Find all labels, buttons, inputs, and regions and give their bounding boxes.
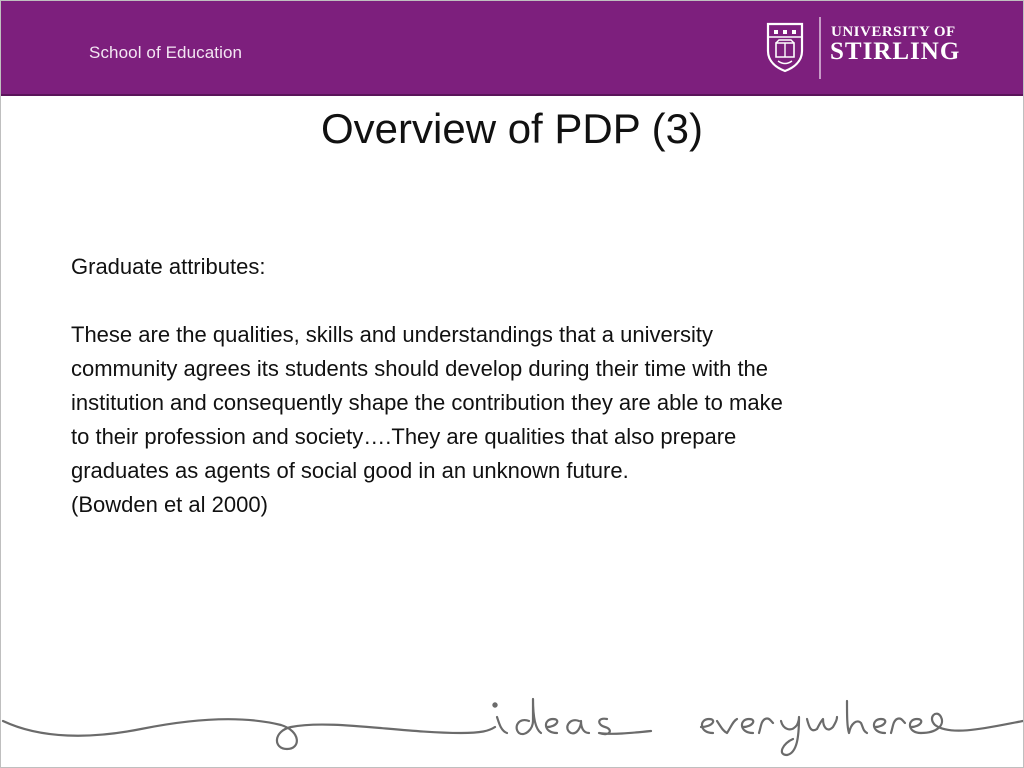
quote-line: to their profession and society….They are qualities that also prepare bbox=[71, 424, 737, 449]
header-bar bbox=[1, 1, 1023, 96]
crest-icon bbox=[765, 21, 805, 73]
slide-body bbox=[71, 250, 951, 522]
quote-line: These are the qualities, skills and understandings that a university bbox=[71, 322, 714, 347]
quote-line: graduates as agents of social good in an unknown future. bbox=[71, 458, 629, 483]
quote-line: institution and consequently shape the contribution they are able to make bbox=[71, 390, 783, 415]
logo-text-top: UNIVERSITY OF bbox=[831, 24, 956, 40]
school-name: School of Education bbox=[89, 43, 243, 62]
logo-divider bbox=[819, 17, 821, 79]
citation: (Bowden et al 2000) bbox=[71, 492, 268, 517]
university-logo bbox=[765, 17, 965, 81]
spacer bbox=[71, 284, 951, 318]
quote-line: community agrees its students should develop during their time with the bbox=[71, 356, 769, 381]
ideas-everywhere-signature bbox=[1, 681, 1023, 767]
logo-text-main: STIRLING bbox=[830, 38, 961, 65]
slide-title: Overview of PDP (3) bbox=[321, 105, 703, 152]
section-heading: Graduate attributes: bbox=[71, 254, 266, 279]
